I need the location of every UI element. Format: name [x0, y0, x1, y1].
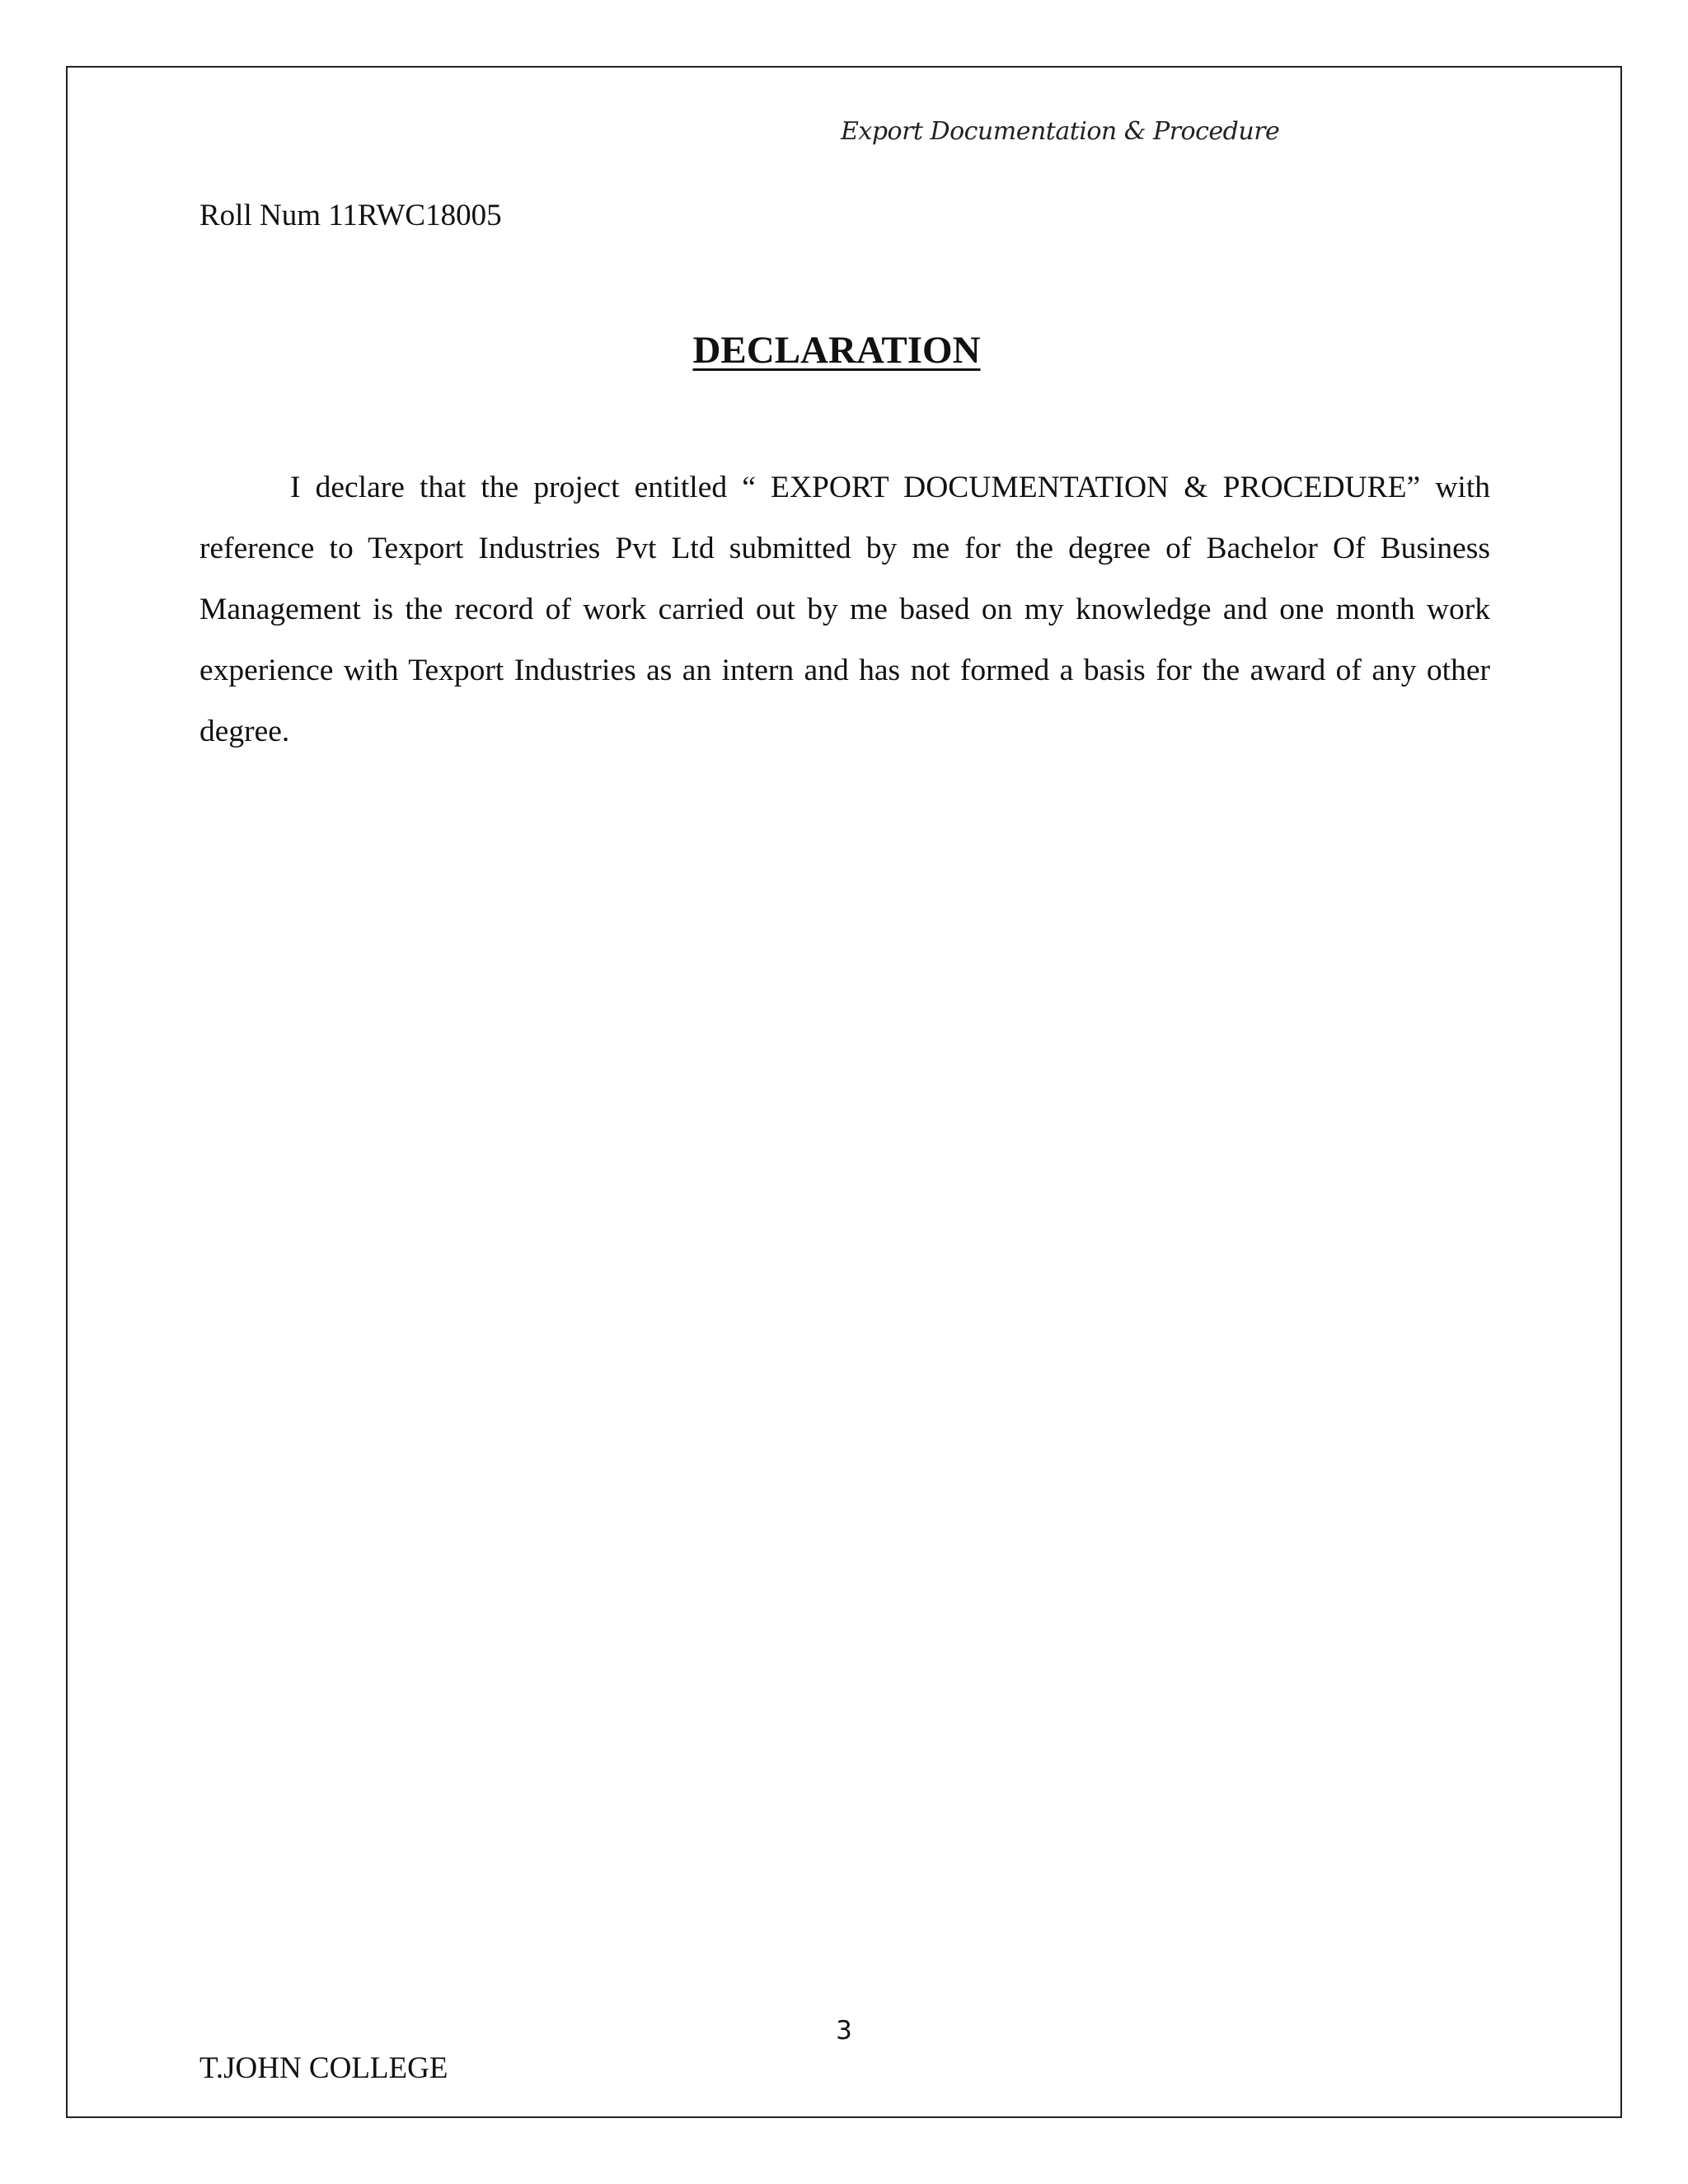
page-number: 3 [836, 2016, 852, 2046]
footer-college-name: T.JOHN COLLEGE [199, 2051, 448, 2085]
running-header: Export Documentation & Procedure [841, 117, 1280, 146]
declaration-paragraph: I declare that the project entitled “ EXPORT DOCUMENTATION & PROCEDURE” with reference to Texport Industries Pvt Ltd submitted by me for the degree of Bachelor Of Business Management is the record of work carried out by me based on my knowledge and one month work experience with Texport Industries as an intern and has not formed a basis for the award of any other degree. [199, 471, 1490, 748]
page-title: DECLARATION [692, 329, 981, 372]
roll-number: Roll Num 11RWC18005 [199, 199, 502, 232]
page-border [66, 66, 1622, 2118]
